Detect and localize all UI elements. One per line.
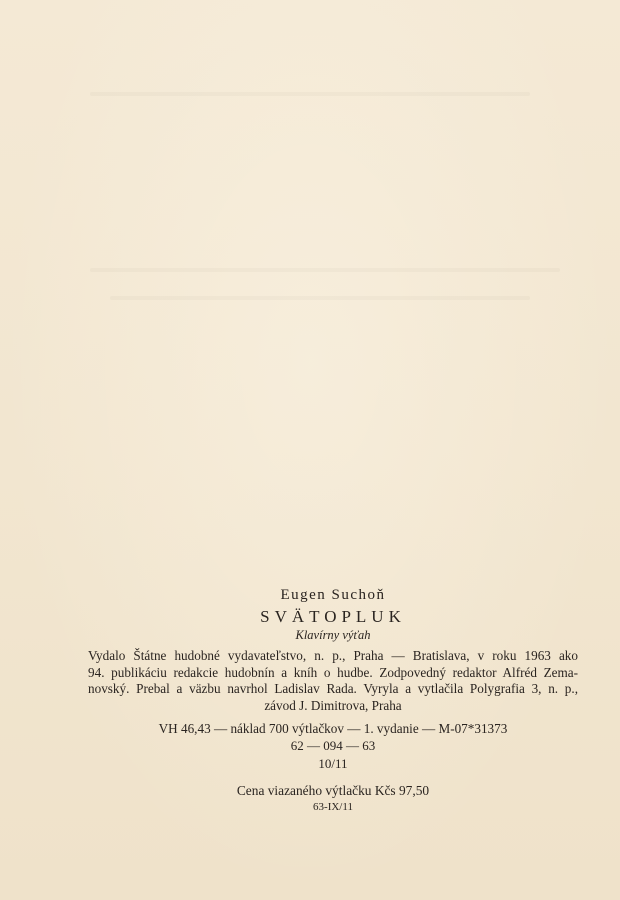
print-run-code: 63-IX/11 [313,801,353,813]
author-name: Eugen Suchoň [280,587,386,603]
publisher-paragraph [88,648,588,714]
print-info: VH 46,43 — náklad 700 výtlačkov — 1. vydanie — M-07*31373 [158,721,508,736]
work-subtitle: Klavírny výťah [295,628,371,642]
publisher-line: závod J. Dimitrova, Praha [264,697,402,713]
bleed-through-line [90,92,530,96]
bleed-through-line [90,268,560,272]
price: Cena viazaného výtlačku Kčs 97,50 [236,783,430,798]
colophon [88,586,588,816]
publisher-line: Vydalo Štátne hudobné vydavateľstvo, n. p., Praha — Bratislava, v roku 1963 ako [88,648,578,663]
bleed-through-line [110,296,530,300]
publisher-line: 94. publikáciu redakcie hudobnín a kníh o hudbe. Zodpovedný redaktor Alfréd Zema- [88,664,578,680]
sheet-code: 10/11 [318,756,348,771]
publisher-line: novský. Prebal a väzbu navrhol Ladislav Rada. Vyryla a vytlačila Polygrafia 3, n. p., [88,681,578,696]
catalog-code: 62 — 094 — 63 [290,738,376,753]
work-title: SVÄTOPLUK [260,607,406,626]
